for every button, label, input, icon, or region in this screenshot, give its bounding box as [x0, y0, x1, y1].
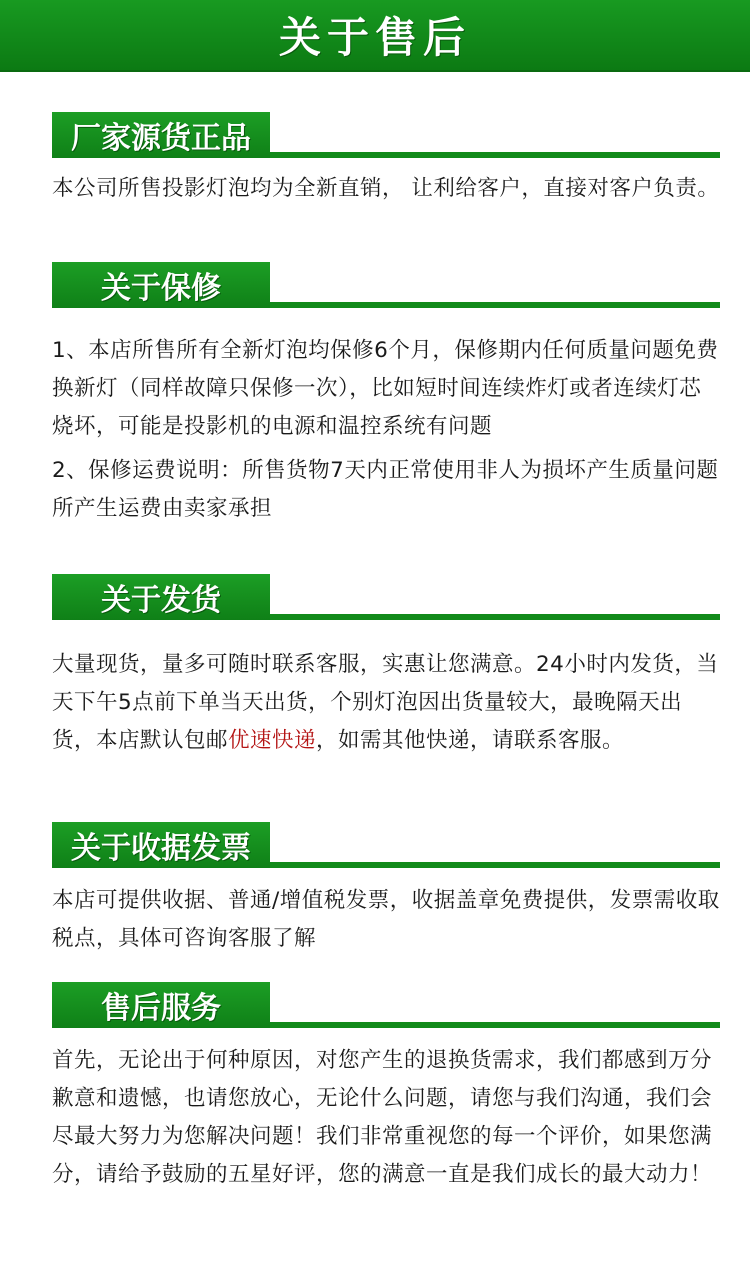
section-shipping	[0, 574, 750, 760]
section-genuine	[0, 112, 750, 208]
page-title: 关于售后	[278, 13, 471, 62]
section-header	[0, 112, 750, 162]
section-heading: 关于发货	[52, 574, 270, 620]
section-text: 本公司所售投影灯泡均为全新直销， 让利给客户，直接对客户负责。	[52, 176, 720, 201]
section-after-sales	[0, 982, 750, 1194]
warranty-item-2: 2、保修运费说明：所售货物7天内正常使用非人为损坏产生质量问题所产生运费由卖家承担	[52, 458, 719, 521]
section-heading: 关于保修	[52, 262, 270, 308]
section-warranty	[0, 262, 750, 528]
express-highlight: 优速快递	[228, 728, 317, 753]
section-header	[0, 822, 750, 872]
section-text: 首先，无论出于何种原因，对您产生的退换货需求，我们都感到万分歉意和遗憾，也请您放心，无论什么问题，请您与我们沟通，我们会尽最大努力为您解决问题！我们非常重视您的每一个评价，如果您满分，请给予鼓励的五星好评，您的满意一直是我们成长的最大动力！	[52, 1048, 713, 1187]
section-heading: 厂家源货正品	[52, 112, 270, 158]
section-heading: 关于收据发票	[52, 822, 270, 868]
warranty-item-1: 1、本店所售所有全新灯泡均保修6个月，保修期内任何质量问题免费换新灯（同样故障只保修一次），比如短时间连续炸灯或者连续灯芯烧坏，可能是投影机的电源和温控系统有问题	[52, 338, 719, 439]
section-invoice	[0, 822, 750, 958]
section-header	[0, 982, 750, 1032]
section-text: 本店可提供收据、普通/增值税发票，收据盖章免费提供，发票需收取税点，具体可咨询客服了解	[52, 888, 720, 951]
section-header	[0, 262, 750, 312]
section-header	[0, 574, 750, 624]
section-text	[0, 646, 750, 760]
top-banner	[0, 0, 750, 72]
shipping-text: 大量现货，量多可随时联系客服，实惠让您满意。24小时内发货，当天下午5点前下单当天出货，个别灯泡因出货量较大，最晚隔天出货，本店默认包邮	[52, 652, 719, 753]
shipping-text-end: ，如需其他快递，请联系客服。	[316, 728, 625, 753]
section-heading: 售后服务	[52, 982, 270, 1028]
